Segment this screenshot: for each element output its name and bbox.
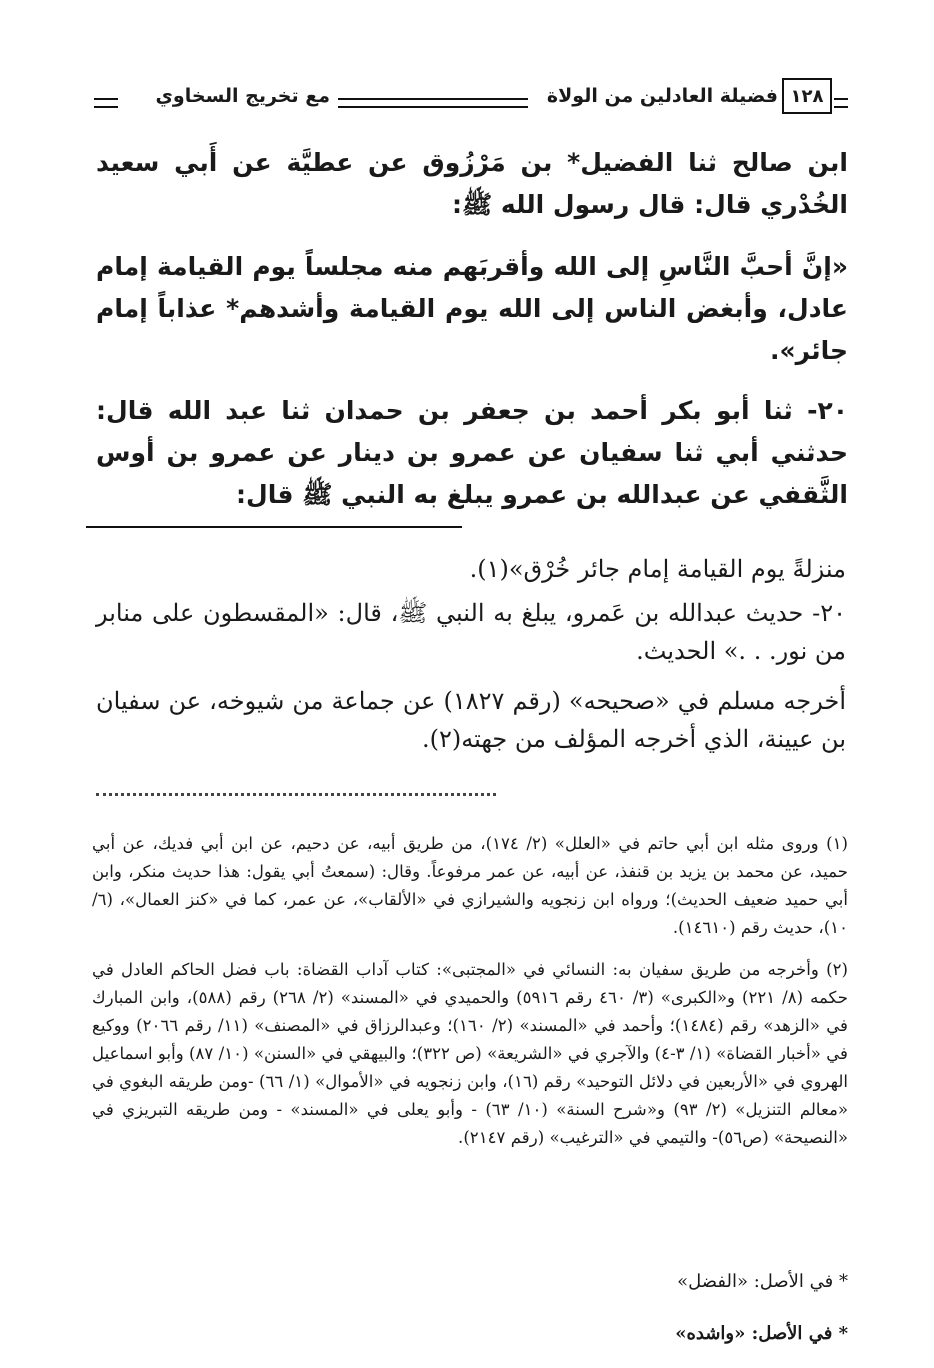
page-number-box [782, 78, 832, 114]
header-title: فضيلة العادلين من الولاة [546, 85, 778, 107]
commentary-line-1: منزلةً يوم القيامة إمام جائر خُرْق»(١). [469, 555, 846, 583]
asterisk-notes [96, 1268, 848, 1348]
header-rule-right [834, 98, 848, 108]
dotted-separator [96, 793, 496, 796]
header-rule-middle [338, 98, 528, 108]
header-subtitle: مع تخريج السخاوي [155, 85, 330, 107]
header-rule-left [94, 98, 118, 108]
asterisk-note-2: * في الأصل: «واشده» [675, 1323, 848, 1344]
commentary-paragraph-2: ٢٠- حديث عبدالله بن عَمرو، يبلغ به النبي ﷺ، قال: «المقسطون على منابر من نور. . .» الحديث. [96, 599, 846, 665]
running-header [94, 78, 848, 118]
footnote-1: (١) وروى مثله ابن أبي حاتم في «العلل» (٢/ ١٧٤)، من طريق أبيه، عن دحيم، عن ابن أبي فديك، عن أبي حميد، عن محمد بن يزيد بن قنفذ، عن أبيه، عن عمر مرفوعاً. وقال: (سمعتُ أبي يقول: هذا حديث منكر، وابن أبي حميد ضعيف الحديث)؛ ورواه ابن زنجويه والشيرازي في «الألقاب»، عن عمر، كما في «كنز العمال»، (٦/ ١٠)، حديث رقم (١٤٦١٠). [92, 834, 849, 937]
hadith-paragraph-3: ٢٠- ثنا أبو بكر أحمد بن جعفر بن حمدان ثنا عبد الله قال: حدثني أبي ثنا سفيان عن عمرو بن دينار عن عمرو بن أوس الثَّقفي عن عبدالله بن عمرو يبلغ به النبي ﷺ قال: [96, 396, 848, 509]
commentary-paragraph-3: أخرجه مسلم في «صحيحه» (رقم ١٨٢٧) عن جماعة من شيوخه، عن سفيان بن عيينة، الذي أخرجه المؤلف من جهته(٢). [96, 687, 846, 753]
footnote-2: (٢) وأخرجه من طريق سفيان به: النسائي في «المجتبى»: كتاب آداب القضاة: باب فضل الحاكم العادل في حكمه (٨/ ٢٢١) و«الكبرى» (٣/ ٤٦٠ رقم ٥٩١٦) والحميدي في «المسند» (٢/ ٢٦٨) رقم (٥٨٨)، وابن المبارك في «الزهد» رقم (١٤٨٤)؛ وأحمد في «المسند» (٢/ ١٦٠)؛ وعبدالرزاق في «المصنف» (١١/ رقم ٢٠٦٦) ووكيع في «أخبار القضاة» (١/ ٣-٤) والآجري في «الشريعة» (ص ٣٢٢)؛ والبيهقي في «السنن» (١٠/ ٨٧) وأبو اسماعيل الهروي في «الأربعين في دلائل التوحيد» رقم (١٦)، وابن زنجويه في «الأموال» (١/ ٦٦) -ومن طريقه البغوي في «معالم التنزيل» (٢/ ٩٣) و«شرح السنة» (١٠/ ٦٣) - وأبو يعلى في «المسند» - ومن طريقه التبريزي في «النصيحة» (ص٥٦)- والتيمي في «الترغيب» (رقم ٢١٤٧). [92, 960, 849, 1147]
commentary-section [96, 550, 846, 758]
footnotes [92, 830, 848, 1152]
section-separator [86, 526, 462, 528]
asterisk-note-1: * في الأصل: «الفضل» [677, 1271, 848, 1292]
hadith-paragraph-2: «إنَّ أحبَّ النَّاسِ إلى الله وأقربَهم منه مجلساً يوم القيامة إمام عادل، وأبغض الناس إلى الله يوم القيامة وأشدهم* عذاباً إمام جائر». [96, 252, 848, 365]
hadith-paragraph-1: ابن صالح ثنا الفضيل* بن مَرْزُوق عن عطيَّة عن أَبي سعيد الخُدْري قال: قال رسول الله ﷺ: [96, 148, 848, 219]
hadith-text [96, 142, 848, 516]
page-number: ١٢٨ [790, 85, 824, 107]
